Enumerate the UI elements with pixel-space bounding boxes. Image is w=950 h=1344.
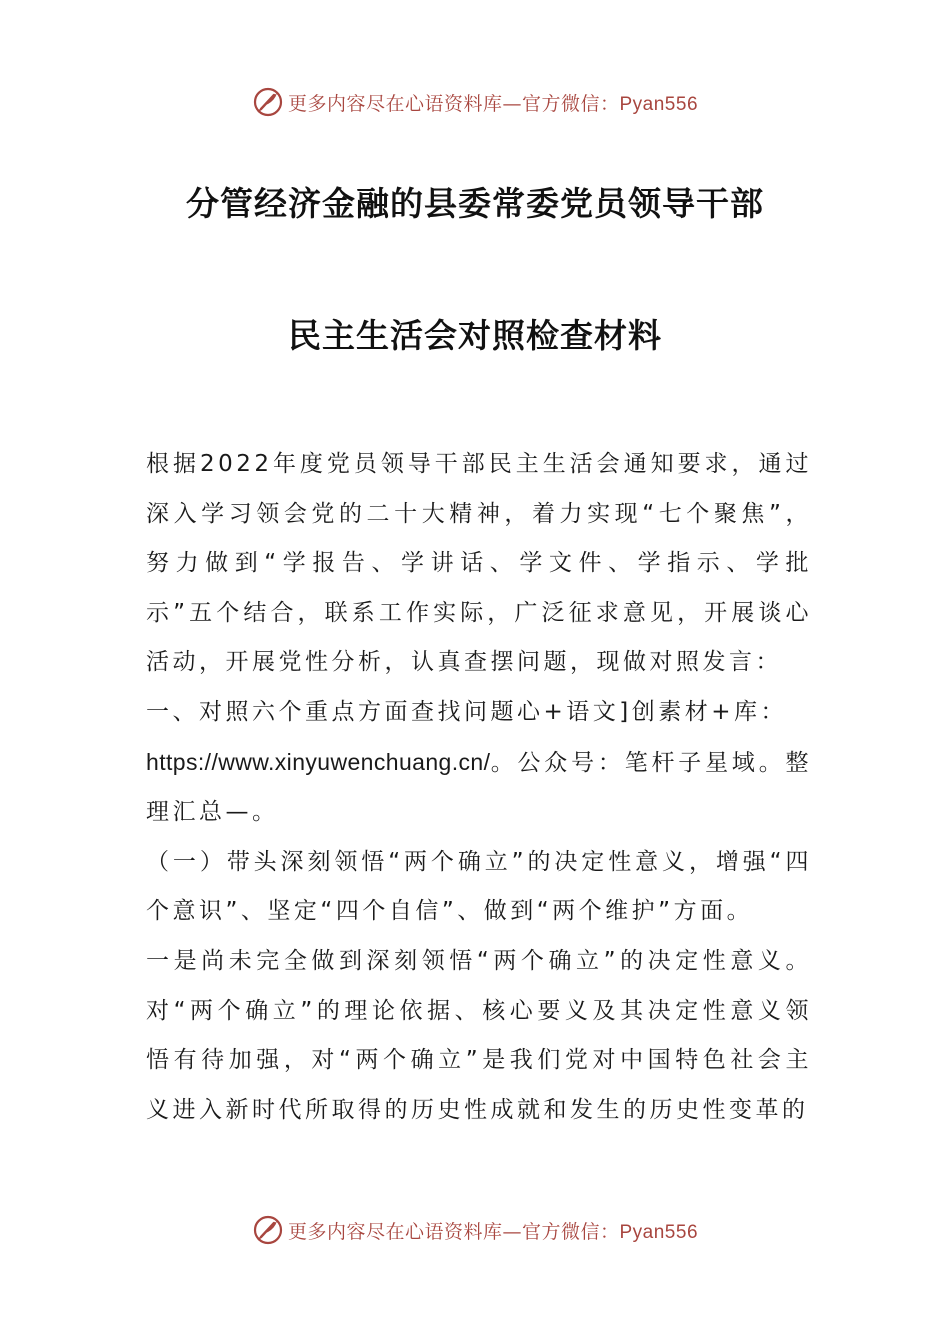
intro-paragraph: 根据2022年度党员领导干部民主生活会通知要求，通过深入学习领会党的二十大精神，着力实现“七个聚焦”，努力做到“学报告、学讲话、学文件、学指示、学批示”五个结合，联系工作实际，广泛征求意见，开展谈心活动，开展党性分析，认真查摆问题，现做对照发言： xyxy=(146,451,812,676)
section-heading-1: 一、对照六个重点方面查找问题心+语文]创素材+库： xyxy=(146,698,788,725)
quill-logo-icon xyxy=(252,86,284,118)
source-url: https://www.xinyuwenchuang.cn/ xyxy=(146,748,491,775)
source-note: 。公众号：笔杆子星域。整理汇总—。 xyxy=(146,749,812,826)
wechat-id: Pyan556 xyxy=(619,1221,699,1243)
watermark-text: 更多内容尽在心语资料库—官方微信：Pyan556 xyxy=(287,92,699,115)
document-body xyxy=(146,440,812,1135)
watermark-text: 更多内容尽在心语资料库—官方微信：Pyan556 xyxy=(287,1220,699,1243)
wechat-id: Pyan556 xyxy=(619,93,699,115)
document-title-line-2: 民主生活会对照检查材料 xyxy=(288,316,662,355)
watermark-banner-top xyxy=(0,84,950,120)
quill-logo-icon xyxy=(252,1214,284,1246)
source-line xyxy=(146,738,812,838)
subsection-heading-1: （一）带头深刻领悟“两个确立”的决定性意义，增强“四个意识”、坚定“四个自信”、做到“两个维护”方面。 xyxy=(146,848,812,925)
watermark-banner-bottom xyxy=(0,1212,950,1248)
body-paragraph: 一是尚未完全做到深刻领悟“两个确立”的决定性意义。对“两个确立”的理论依据、核心要义及其决定性意义领悟有待加强，对“两个确立”是我们党对中国特色社会主义进入新时代所取得的历史性成就和发生的历史性变革的 xyxy=(146,947,812,1123)
document-title-line-1: 分管经济金融的县委常委党员领导干部 xyxy=(186,184,764,223)
